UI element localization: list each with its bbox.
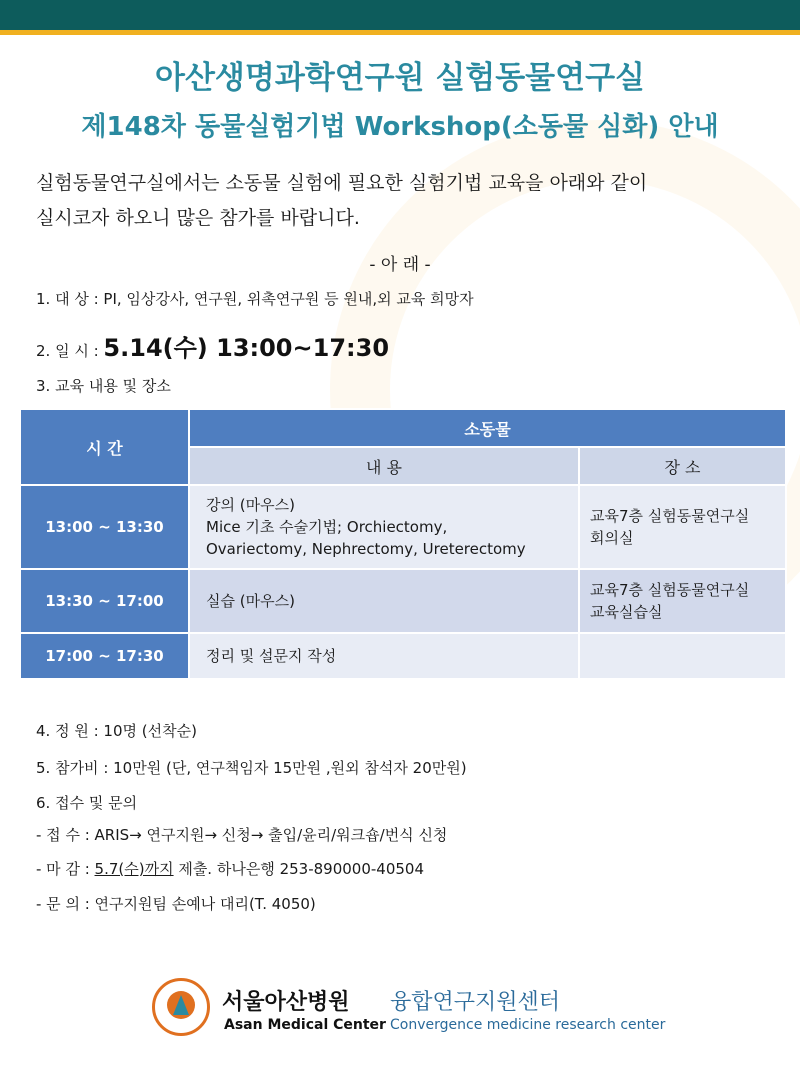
item-capacity: 4. 정 원 : 10명 (선착순) — [36, 722, 197, 740]
center-name-korean: 융합연구지원센터 — [390, 990, 561, 1015]
below-note: - 아 래 - — [369, 255, 431, 275]
table-row — [20, 569, 786, 633]
row-place-line: 교육7층 실험동물연구실 — [590, 581, 750, 599]
top-bar — [0, 0, 800, 30]
table-row — [20, 485, 786, 569]
item-inquiry: - 문 의 : 연구지원팀 손예나 대리(T. 4050) — [36, 895, 316, 913]
row-place — [579, 485, 786, 569]
row-content — [189, 569, 579, 633]
item-target — [36, 288, 474, 309]
brand-name-korean: 서울아산병원 — [222, 990, 350, 1015]
intro-line-1: 실험동물연구실에서는 소동물 실험에 필요한 실험기법 교육을 아래와 같이 — [36, 172, 648, 194]
place-header: 장 소 — [579, 447, 786, 485]
item-content-label: 3. 교육 내용 및 장소 — [36, 377, 171, 395]
row-content — [189, 633, 579, 679]
row-place-line: 교육7층 실험동물연구실 — [590, 507, 750, 525]
item-date-label: 2. 일 시 : — [36, 342, 104, 360]
row-place-line: 회의실 — [590, 529, 634, 547]
deadline-date: 5.7(수)까지 — [94, 860, 174, 878]
time-header: 시 간 — [20, 409, 189, 485]
item-fee: 5. 참가비 : 10만원 (단, 연구책임자 15만원 ,원외 참석자 20만원) — [36, 759, 467, 777]
intro-line-2: 실시코자 하오니 많은 참가를 바랍니다. — [36, 207, 360, 229]
row-time: 17:00 ~ 17:30 — [20, 633, 189, 679]
deadline-suffix: 제출. 하나은행 253-890000-40504 — [173, 860, 425, 878]
table-row — [20, 633, 786, 679]
page-title: 아산생명과학연구원 실험동물연구실 — [155, 60, 645, 96]
row-content-line: Ovariectomy, Nephrectomy, Ureterectomy — [206, 540, 526, 558]
item-apply: - 접 수 : ARIS→ 연구지원→ 신청→ 출입/윤리/워크숍/번식 신청 — [36, 826, 448, 844]
content-header: 내 용 — [189, 447, 579, 485]
item-target-label: 1. 대 상 : — [36, 290, 104, 308]
brand-name-english: Asan Medical Center — [224, 1017, 386, 1033]
row-content-line: 강의 (마우스) — [206, 496, 295, 514]
page-subtitle: 제148차 동물실험기법 Workshop(소동물 심화) 안내 — [81, 112, 719, 142]
deadline-prefix: - 마 감 : — [36, 860, 95, 878]
intro-text — [36, 166, 776, 236]
item-date — [36, 328, 389, 363]
row-content-line: 실습 (마우스) — [206, 592, 295, 610]
row-time: 13:00 ~ 13:30 — [20, 485, 189, 569]
schedule-table — [19, 408, 787, 680]
accent-stripe — [0, 30, 800, 35]
center-name-english: Convergence medicine research center — [390, 1017, 666, 1033]
asan-foundation-logo — [152, 978, 210, 1036]
item-apply-header: 6. 접수 및 문의 — [36, 794, 138, 812]
row-content-line: 정리 및 설문지 작성 — [206, 647, 337, 665]
row-place — [579, 633, 786, 679]
row-place-line: 교육실습실 — [590, 603, 663, 621]
row-place — [579, 569, 786, 633]
item-deadline — [36, 858, 424, 879]
group-header: 소동물 — [189, 409, 786, 447]
item-target-value: PI, 임상강사, 연구원, 위촉연구원 등 원내,외 교육 희망자 — [103, 290, 474, 308]
row-time: 13:30 ~ 17:00 — [20, 569, 189, 633]
item-date-value: 5.14(수) 13:00~17:30 — [103, 334, 390, 362]
row-content — [189, 485, 579, 569]
row-content-line: Mice 기초 수술기법; Orchiectomy, — [206, 518, 448, 536]
